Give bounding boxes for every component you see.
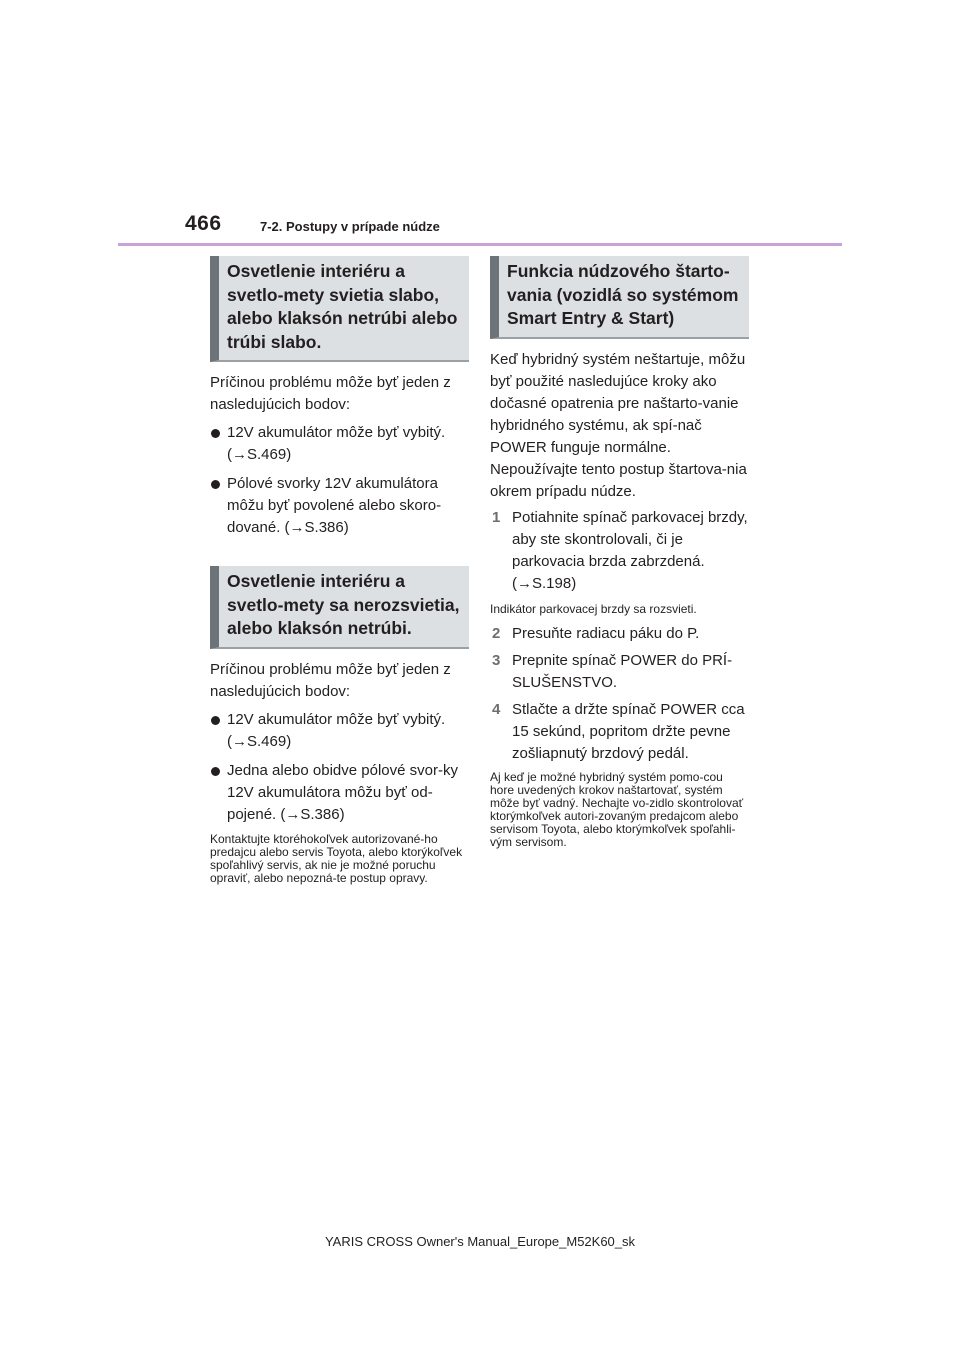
heading-lights-dim: Osvetlenie interiéru a svetlo-mety svietia slabo, alebo klaksón netrúbi alebo trúbi slabo. xyxy=(210,256,469,362)
step-list xyxy=(490,507,749,595)
list-item: Pólové svorky 12V akumulátora môžu byť povolené alebo skoro-dované. (→S.386) xyxy=(210,473,469,539)
step-number: 1 xyxy=(492,508,501,526)
step-number: 3 xyxy=(492,651,501,669)
cause-list-2 xyxy=(210,709,469,826)
step-text: Stlačte a držte spínač POWER cca 15 sekúnd, popritom držte pevne zošliapnutý brzdový pedál. xyxy=(512,700,745,762)
header-divider xyxy=(118,243,842,246)
step-item xyxy=(490,650,749,694)
step-text: Potiahnite spínač parkovacej brzdy, aby ste skontrolovali, či je parkovacia brzda zabrzdená. (→S.198) xyxy=(512,508,748,592)
step-number: 4 xyxy=(492,700,501,718)
list-item: Jedna alebo obidve pólové svor-ky 12V akumulátora môžu byť od-pojené. (→S.386) xyxy=(210,760,469,826)
emergency-intro: Keď hybridný systém neštartuje, môžu byť použité nasledujúce kroky ako dočasné opatrenia pre naštarto-vanie hybridného systému, ak spí-nač POWER funguje normálne. Nepoužívajte tento postup štartova-nia okrem prípadu núdze. xyxy=(490,350,747,500)
step-item xyxy=(490,507,749,595)
section-title: 7-2. Postupy v prípade núdze xyxy=(260,219,440,234)
right-column xyxy=(490,256,749,849)
footer-manual-id: YARIS CROSS Owner's Manual_Europe_M52K60_sk xyxy=(324,1234,636,1249)
system-fault-note: Aj keď je možné hybridný systém pomo-cou hore uvedených krokov naštartovať, systém môže byť vadný. Nechajte vo-zidlo skontrolovať ktorýmkoľvek autori-zovaným predajcom alebo servisom Toyota, alebo ktorýmkoľvek spoľahli-vým servisom. xyxy=(490,769,744,849)
left-column xyxy=(210,256,469,885)
list-item: 12V akumulátor môže byť vybitý. (→S.469) xyxy=(210,709,469,753)
step-caption: Indikátor parkovacej brzdy sa rozsvieti. xyxy=(490,601,697,616)
contact-dealer-note: Kontaktujte ktoréhokoľvek autorizované-ho predajcu alebo servis Toyota, alebo ktorýkoľvek spoľahlivý servis, ak nie je možné poruchu opraviť, alebo nepozná-te postup opravy. xyxy=(210,831,463,885)
page-number: 466 xyxy=(185,212,222,235)
intro-text-2: Príčinou problému môže byť jeden z nasledujúcich bodov: xyxy=(210,660,451,700)
heading-lights-off: Osvetlenie interiéru a svetlo-mety sa nerozsvietia, alebo klaksón netrúbi. xyxy=(210,566,469,649)
step-text: Prepnite spínač POWER do PRÍ-SLUŠENSTVO. xyxy=(512,651,733,691)
step-number: 2 xyxy=(492,624,501,642)
cause-list-1 xyxy=(210,422,469,539)
step-item xyxy=(490,699,749,765)
list-item: 12V akumulátor môže byť vybitý. (→S.469) xyxy=(210,422,469,466)
step-text: Presuňte radiacu páku do P. xyxy=(512,624,700,642)
intro-text-1: Príčinou problému môže byť jeden z nasledujúcich bodov: xyxy=(210,374,451,413)
step-item xyxy=(490,623,749,645)
step-list-continued xyxy=(490,623,749,765)
heading-emergency-start: Funkcia núdzového štarto-vania (vozidlá so systémom Smart Entry & Start) xyxy=(490,256,749,339)
